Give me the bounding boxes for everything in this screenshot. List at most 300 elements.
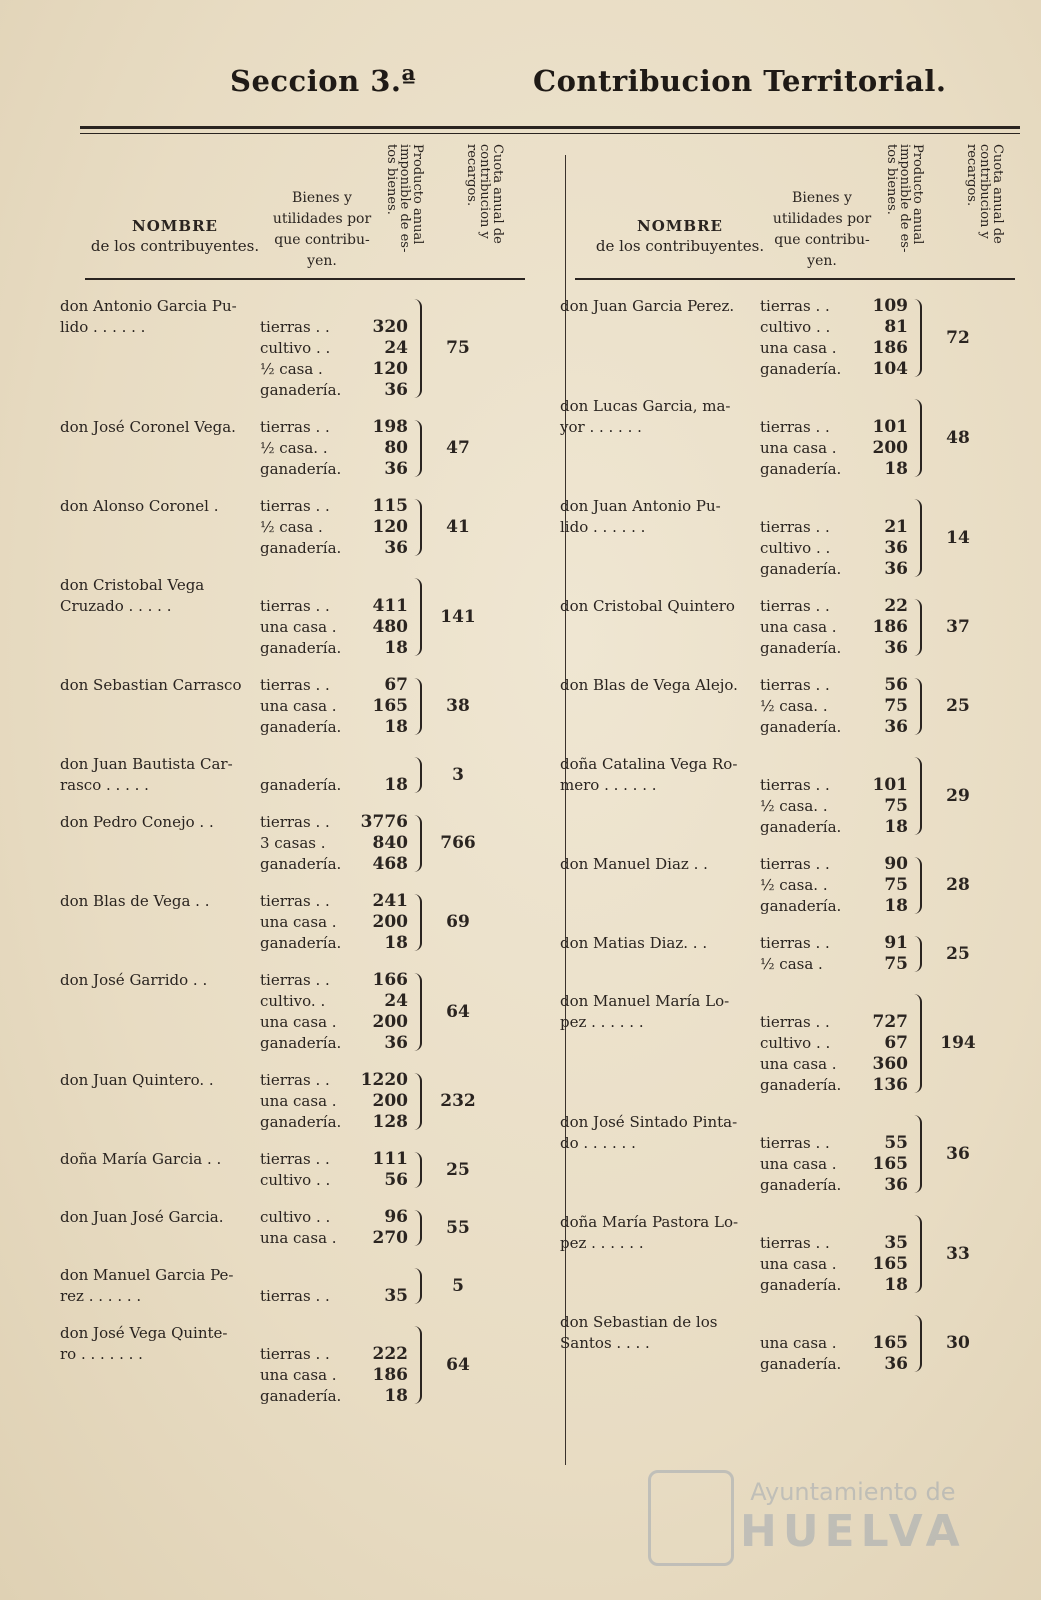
asset-item: tierras . . (260, 1287, 330, 1305)
asset-value: 120 (372, 517, 408, 537)
asset-item: tierras . . (260, 497, 330, 515)
asset-value: 18 (384, 1386, 408, 1406)
asset-list (260, 1149, 350, 1191)
brace-stroke (914, 299, 922, 377)
cuota-value: 47 (446, 438, 470, 458)
asset-item: ½ casa. . (260, 439, 328, 457)
contributor-name: don José Vega Quinte- ro . . . . . . . (60, 1324, 228, 1363)
asset-value: 200 (872, 438, 908, 458)
asset-item: tierras . . (760, 1134, 830, 1152)
asset-item: una casa . (760, 1055, 837, 1073)
brace-icon (408, 1323, 428, 1407)
asset-value: 165 (872, 1154, 908, 1174)
brace-icon (908, 296, 928, 380)
asset-list (760, 396, 850, 480)
brace-stroke (914, 499, 922, 577)
asset-value: 165 (372, 696, 408, 716)
contributor-entry (560, 1112, 1030, 1196)
asset-item: ganadería. (760, 360, 842, 378)
asset-value: 222 (372, 1344, 408, 1364)
brace-stroke (914, 994, 922, 1093)
spacer (850, 1212, 908, 1233)
asset-item: ganadería. (760, 560, 842, 578)
contributor-name: don Sebastian Carrasco (60, 676, 242, 694)
left-column-header (60, 140, 540, 280)
asset-item: una casa . (760, 1155, 837, 1173)
asset-value: 36 (384, 459, 408, 479)
asset-list (760, 1312, 850, 1375)
value-list (850, 1312, 908, 1375)
contributor-name: don Lucas Garcia, ma- yor . . . . . . (560, 397, 731, 436)
asset-item: ganadería. (260, 539, 342, 557)
contributor-entry (60, 754, 540, 796)
asset-list (760, 1212, 850, 1296)
contributor-name: doña Catalina Vega Ro- mero . . . . . . (560, 755, 738, 794)
asset-item: tierras . . (260, 597, 330, 615)
cuota-value: 41 (446, 517, 470, 537)
asset-list (260, 675, 350, 738)
brace-icon (408, 1149, 428, 1191)
value-list (350, 675, 408, 738)
brace-stroke (914, 599, 922, 656)
spacer (350, 1323, 408, 1344)
asset-list (760, 991, 850, 1096)
cuota-value: 28 (946, 875, 970, 895)
asset-item: una casa . (760, 439, 837, 457)
header-rule (85, 278, 525, 280)
cuota-value: 194 (940, 1033, 976, 1053)
asset-value: 241 (372, 891, 408, 911)
asset-value: 81 (884, 317, 908, 337)
right-column-header (560, 140, 1030, 280)
cuota-value: 141 (440, 606, 476, 627)
asset-item: tierras . . (260, 892, 330, 910)
spacer (760, 496, 850, 517)
brace-stroke (414, 299, 422, 398)
asset-item: una casa . (260, 913, 337, 931)
brace-icon (408, 970, 428, 1054)
spacer (760, 1312, 850, 1333)
asset-item: tierras . . (260, 1071, 330, 1089)
contributor-entry (560, 596, 1030, 659)
asset-value: 35 (884, 1233, 908, 1253)
value-list (850, 675, 908, 738)
brace-stroke (914, 1315, 922, 1372)
asset-value: 18 (384, 933, 408, 953)
contributor-entry (60, 1207, 540, 1249)
asset-item: una casa . (260, 1092, 337, 1110)
cuota-value: 64 (446, 1354, 470, 1375)
asset-list (760, 596, 850, 659)
value-list (350, 1070, 408, 1133)
brace-icon (408, 496, 428, 559)
value-list (350, 575, 408, 659)
asset-item: tierras . . (260, 813, 330, 831)
value-list (350, 417, 408, 480)
cuota-value: 48 (946, 427, 970, 448)
asset-value: 36 (884, 538, 908, 558)
brace-stroke (414, 894, 422, 951)
spacer (260, 1265, 350, 1286)
contributor-entry (60, 1070, 540, 1133)
spacer (350, 1265, 408, 1286)
brace-icon (908, 496, 928, 580)
asset-list (260, 296, 350, 401)
spacer (850, 1312, 908, 1333)
contributor-entry (60, 970, 540, 1054)
asset-value: 166 (372, 970, 408, 990)
brace-stroke (914, 678, 922, 735)
brace-icon (408, 812, 428, 875)
spacer (850, 1112, 908, 1133)
bienes-header: Bienes y utilidades por que contribu-yen. (772, 190, 872, 269)
cuota-value: 72 (946, 327, 970, 348)
cuota-value: 14 (946, 527, 970, 548)
value-list (850, 296, 908, 380)
value-list (350, 1149, 408, 1191)
brace-stroke (914, 936, 922, 972)
cuota-value: 232 (440, 1091, 476, 1111)
asset-list (260, 1207, 350, 1249)
brace-stroke (414, 1326, 422, 1404)
asset-value: 136 (872, 1075, 908, 1095)
asset-list (260, 1070, 350, 1133)
asset-value: 35 (384, 1286, 408, 1306)
asset-value: 120 (372, 359, 408, 379)
asset-list (260, 1265, 350, 1307)
contributor-name: don Manuel Garcia Pe- rez . . . . . . (60, 1266, 234, 1305)
asset-item: ganadería. (260, 1387, 342, 1405)
cuota-value: 69 (446, 912, 470, 932)
asset-item: tierras . . (760, 597, 830, 615)
asset-item: ganadería. (760, 1076, 842, 1094)
contributor-name: don Pedro Conejo . . (60, 813, 214, 831)
spacer (350, 296, 408, 317)
asset-value: 200 (372, 1091, 408, 1111)
bienes-header: Bienes y utilidades por que contribu-yen. (272, 190, 372, 269)
nombre-header: NOMBRE de los contribuyentes. (595, 217, 765, 255)
asset-item: ganadería. (760, 1176, 842, 1194)
asset-item: ganadería. (760, 1355, 842, 1373)
asset-value: 165 (872, 1254, 908, 1274)
cuota-value: 55 (446, 1217, 470, 1238)
asset-item: tierras . . (260, 418, 330, 436)
contributor-name: don José Sintado Pinta- do . . . . . . (560, 1113, 738, 1152)
spacer (260, 1323, 350, 1344)
contributor-name: don Juan Garcia Perez. (560, 297, 735, 315)
contributor-name: doña María Pastora Lo- pez . . . . . . (560, 1213, 739, 1252)
spacer (350, 754, 408, 775)
contributor-name: don Manuel Diaz . . (560, 855, 708, 873)
brace-stroke (914, 1115, 922, 1193)
value-list (350, 1207, 408, 1249)
contributor-entry (60, 1323, 540, 1407)
asset-item: ½ casa . (760, 955, 823, 973)
asset-value: 36 (384, 538, 408, 558)
contributor-entry (60, 675, 540, 738)
value-list (850, 1212, 908, 1296)
spacer (850, 496, 908, 517)
value-list (850, 991, 908, 1096)
cuota-value: 33 (946, 1243, 970, 1264)
asset-value: 18 (884, 817, 908, 837)
brace-stroke (414, 815, 422, 872)
contributor-entry (60, 891, 540, 954)
contributor-name: don Juan Bautista Car- rasco . . . . . (60, 755, 233, 794)
asset-item: cultivo. . (260, 992, 326, 1010)
cuota-value: 25 (946, 696, 970, 716)
asset-item: cultivo . . (760, 539, 831, 557)
cuota-value: 37 (946, 617, 970, 637)
contributor-name: don Cristobal Quintero (560, 597, 735, 615)
asset-value: 36 (884, 559, 908, 579)
watermark: Ayuntamiento de HUELVA (740, 1478, 966, 1557)
asset-value: 18 (884, 1275, 908, 1295)
asset-value: 186 (872, 338, 908, 358)
asset-list (760, 754, 850, 838)
asset-item: ganadería. (260, 718, 342, 736)
cuota-value: 30 (946, 1333, 970, 1353)
right-column (560, 140, 1030, 1391)
asset-value: 24 (384, 991, 408, 1011)
asset-list (260, 754, 350, 796)
asset-value: 727 (872, 1012, 908, 1032)
asset-item: tierras . . (760, 855, 830, 873)
asset-list (260, 970, 350, 1054)
asset-list (260, 575, 350, 659)
brace-icon (408, 1207, 428, 1249)
cuota-header: Cuota anual de contribucion y recargos. (464, 144, 505, 244)
asset-value: 75 (884, 696, 908, 716)
contributor-name: don Juan José Garcia. (60, 1208, 224, 1226)
asset-item: ganadería. (760, 639, 842, 657)
asset-value: 75 (884, 875, 908, 895)
value-list (850, 854, 908, 917)
cuota-value: 3 (452, 764, 464, 785)
asset-value: 128 (372, 1112, 408, 1132)
asset-item: cultivo . . (760, 318, 831, 336)
brace-icon (908, 933, 928, 975)
spacer (850, 396, 908, 417)
asset-value: 270 (372, 1228, 408, 1248)
brace-icon (408, 891, 428, 954)
asset-item: ganadería. (260, 934, 342, 952)
asset-item: ½ casa. . (760, 697, 828, 715)
brace-icon (908, 1112, 928, 1196)
brace-stroke (414, 1152, 422, 1188)
asset-item: ganadería. (760, 460, 842, 478)
spacer (260, 575, 350, 596)
brace-stroke (414, 1073, 422, 1130)
cuota-value: 25 (446, 1159, 470, 1180)
asset-item: tierras . . (760, 297, 830, 315)
asset-item: cultivo . . (260, 1208, 331, 1226)
nombre-header: NOMBRE de los contribuyentes. (90, 217, 260, 255)
asset-item: tierras . . (260, 318, 330, 336)
contributor-entry (60, 296, 540, 401)
asset-value: 101 (872, 775, 908, 795)
asset-item: tierras . . (760, 676, 830, 694)
asset-value: 109 (872, 296, 908, 316)
asset-value: 480 (372, 617, 408, 637)
contributor-entry (60, 812, 540, 875)
cuota-header: Cuota anual de contribucion y recargos. (964, 144, 1005, 244)
value-list (350, 812, 408, 875)
brace-stroke (414, 1210, 422, 1246)
cuota-value: 38 (446, 696, 470, 716)
contributor-entry (60, 1149, 540, 1191)
contributor-entry (60, 417, 540, 480)
contributor-entry (60, 496, 540, 559)
asset-value: 36 (884, 1354, 908, 1374)
asset-item: tierras . . (760, 934, 830, 952)
asset-item: ½ casa . (260, 518, 323, 536)
asset-item: una casa . (760, 1255, 837, 1273)
contributor-entry (560, 396, 1030, 480)
asset-value: 1220 (360, 1070, 408, 1090)
brace-icon (408, 1265, 428, 1307)
asset-value: 101 (872, 417, 908, 437)
asset-value: 36 (884, 1175, 908, 1195)
asset-value: 75 (884, 954, 908, 974)
cuota-value: 36 (946, 1143, 970, 1164)
producto-header: Producto anual imponible de es-tos bienes. (884, 144, 925, 253)
contributor-name: don José Garrido . . (60, 971, 208, 989)
brace-stroke (414, 1268, 422, 1304)
contributor-name: don Matias Diaz. . . (560, 934, 708, 952)
contributor-entry (560, 854, 1030, 917)
asset-item: tierras . . (260, 971, 330, 989)
asset-item: una casa . (760, 618, 837, 636)
asset-item: ganadería. (760, 897, 842, 915)
producto-header: Producto anual imponible de es-tos bienes. (384, 144, 425, 253)
asset-item: ganadería. (260, 460, 342, 478)
contributor-name: don Juan Antonio Pu- lido . . . . . . (560, 497, 721, 536)
brace-stroke (414, 757, 422, 793)
asset-value: 24 (384, 338, 408, 358)
contributor-entry (560, 754, 1030, 838)
asset-value: 36 (884, 717, 908, 737)
asset-value: 18 (384, 717, 408, 737)
asset-value: 18 (884, 896, 908, 916)
brace-icon (908, 675, 928, 738)
asset-item: una casa . (260, 1366, 337, 1384)
asset-list (260, 812, 350, 875)
contributor-entry (60, 575, 540, 659)
value-list (850, 396, 908, 480)
asset-item: ganadería. (260, 855, 342, 873)
asset-item: tierras . . (760, 1013, 830, 1031)
asset-item: ganadería. (760, 1276, 842, 1294)
right-entries (560, 296, 1030, 1375)
brace-icon (908, 1212, 928, 1296)
contributor-name: doña María Garcia . . (60, 1150, 222, 1168)
brace-icon (408, 296, 428, 401)
asset-item: ganadería. (260, 1034, 342, 1052)
value-list (350, 754, 408, 796)
asset-value: 115 (372, 496, 408, 516)
asset-value: 56 (884, 675, 908, 695)
contributor-entry (560, 296, 1030, 380)
asset-item: cultivo . . (260, 1171, 331, 1189)
asset-item: ganadería. (260, 776, 342, 794)
spacer (760, 991, 850, 1012)
value-list (350, 496, 408, 559)
asset-value: 198 (372, 417, 408, 437)
asset-value: 96 (384, 1207, 408, 1227)
contributor-entry (560, 496, 1030, 580)
brace-stroke (414, 499, 422, 556)
value-list (850, 496, 908, 580)
asset-value: 36 (384, 1033, 408, 1053)
brace-stroke (414, 973, 422, 1051)
asset-value: 186 (872, 617, 908, 637)
asset-item: 3 casas . (260, 834, 326, 852)
asset-item: una casa . (260, 1229, 337, 1247)
asset-value: 36 (384, 380, 408, 400)
asset-item: tierras . . (760, 1234, 830, 1252)
cuota-value: 25 (946, 943, 970, 964)
asset-value: 840 (372, 833, 408, 853)
cuota-value: 766 (440, 833, 476, 853)
asset-value: 36 (884, 638, 908, 658)
asset-value: 67 (884, 1033, 908, 1053)
section-heading: Seccion 3.ª (230, 64, 417, 98)
spacer (760, 754, 850, 775)
contributor-entry (560, 1212, 1030, 1296)
brace-stroke (914, 1215, 922, 1293)
brace-icon (408, 417, 428, 480)
brace-icon (408, 754, 428, 796)
cuota-value: 75 (446, 338, 470, 358)
asset-value: 165 (872, 1333, 908, 1353)
top-rule-thin (80, 133, 1020, 134)
asset-value: 360 (872, 1054, 908, 1074)
asset-list (760, 675, 850, 738)
asset-item: ½ casa. . (760, 876, 828, 894)
asset-list (760, 296, 850, 380)
asset-item: una casa . (760, 1334, 837, 1352)
contributor-name: don Juan Quintero. . (60, 1071, 214, 1089)
cuota-value: 64 (446, 1001, 470, 1022)
asset-value: 75 (884, 796, 908, 816)
asset-value: 200 (372, 1012, 408, 1032)
brace-icon (408, 575, 428, 659)
value-list (350, 891, 408, 954)
asset-list (760, 854, 850, 917)
spacer (760, 1112, 850, 1133)
header-rule (575, 278, 1015, 280)
asset-list (760, 1112, 850, 1196)
brace-stroke (414, 420, 422, 477)
left-entries (60, 296, 540, 1407)
value-list (350, 1323, 408, 1407)
asset-item: tierras . . (260, 1150, 330, 1168)
asset-item: una casa . (760, 339, 837, 357)
asset-item: ganadería. (260, 639, 342, 657)
asset-value: 90 (884, 854, 908, 874)
asset-list (760, 933, 850, 975)
asset-value: 21 (884, 517, 908, 537)
asset-item: cultivo . . (760, 1034, 831, 1052)
asset-list (260, 496, 350, 559)
seal-watermark-icon (648, 1470, 734, 1566)
asset-list (260, 891, 350, 954)
contributor-name: don Antonio Garcia Pu- lido . . . . . . (60, 297, 237, 336)
brace-stroke (914, 757, 922, 835)
value-list (850, 1112, 908, 1196)
asset-value: 22 (884, 596, 908, 616)
